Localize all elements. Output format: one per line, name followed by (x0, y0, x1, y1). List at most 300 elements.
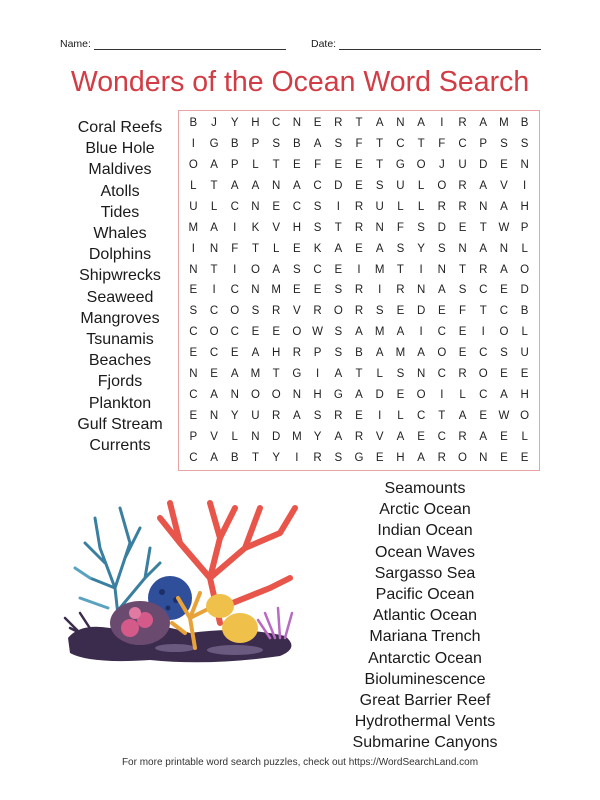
grid-cell[interactable]: P (189, 430, 198, 443)
grid-cell[interactable]: N (251, 200, 260, 213)
grid-cell[interactable]: O (230, 305, 240, 318)
grid-cell[interactable]: I (336, 200, 340, 213)
grid-cell[interactable]: H (313, 388, 322, 401)
grid-cell[interactable]: S (417, 221, 425, 234)
grid-cell[interactable]: I (481, 326, 485, 339)
grid-cell[interactable]: U (375, 200, 384, 213)
grid-cell[interactable]: A (210, 221, 218, 234)
grid-cell[interactable]: E (334, 159, 343, 172)
grid-cell[interactable]: A (334, 430, 343, 443)
grid-cell[interactable]: V (375, 430, 384, 443)
grid-cell[interactable]: N (189, 368, 198, 381)
grid-cell[interactable]: E (293, 242, 301, 255)
grid-cell[interactable]: A (375, 347, 384, 360)
grid-cell[interactable]: A (396, 326, 405, 339)
grid-cell[interactable]: O (458, 451, 467, 464)
grid-cell[interactable]: I (191, 138, 195, 151)
grid-cell[interactable]: W (498, 409, 510, 422)
grid-cell[interactable]: L (252, 159, 259, 172)
grid-cell[interactable]: S (437, 242, 446, 255)
grid-cell[interactable]: R (437, 451, 446, 464)
grid-cell[interactable]: O (437, 347, 447, 360)
grid-cell[interactable]: C (272, 117, 281, 130)
grid-cell[interactable]: C (458, 138, 467, 151)
grid-cell[interactable]: C (416, 409, 426, 422)
grid-cell[interactable]: M (250, 368, 261, 381)
grid-cell[interactable]: M (374, 263, 385, 276)
grid-cell[interactable]: D (334, 180, 343, 193)
grid-cell[interactable]: O (416, 159, 426, 172)
grid-cell[interactable]: R (354, 430, 364, 443)
grid-cell[interactable]: T (251, 451, 259, 464)
word-list-item: Whales (93, 225, 147, 243)
grid-cell[interactable]: T (479, 305, 487, 318)
page-title: Wonders of the Ocean Word Search (70, 66, 530, 98)
grid-cell[interactable]: T (334, 221, 342, 234)
grid-cell[interactable]: N (292, 388, 302, 401)
grid-cell[interactable]: U (458, 159, 467, 172)
grid-cell[interactable]: A (334, 242, 343, 255)
grid-cell[interactable]: E (458, 347, 467, 360)
grid-cell[interactable]: J (211, 117, 217, 130)
grid-cell[interactable]: T (210, 263, 218, 276)
date-field[interactable] (311, 38, 541, 50)
grid-cell[interactable]: R (458, 368, 467, 381)
grid-cell[interactable]: B (355, 347, 363, 360)
grid-cell[interactable]: A (479, 117, 488, 130)
grid-cell[interactable]: S (396, 242, 405, 255)
grid-cell[interactable]: F (231, 242, 239, 255)
grid-cell[interactable]: A (479, 180, 488, 193)
grid-cell[interactable]: E (355, 409, 363, 422)
grid-cell[interactable]: S (334, 138, 343, 151)
grid-cell[interactable]: R (396, 284, 405, 297)
grid-cell[interactable]: P (313, 347, 322, 360)
grid-cell[interactable]: E (458, 221, 467, 234)
grid-cell[interactable]: E (355, 242, 363, 255)
grid-cell[interactable]: V (500, 180, 508, 193)
grid-cell[interactable]: E (500, 284, 508, 297)
grid-cell[interactable]: S (272, 138, 280, 151)
grid-cell[interactable]: E (189, 284, 198, 297)
grid-cell[interactable]: O (250, 263, 260, 276)
grid-cell[interactable]: S (313, 409, 322, 422)
grid-cell[interactable]: E (500, 451, 508, 464)
grid-cell[interactable]: A (230, 180, 239, 193)
grid-cell[interactable]: M (499, 117, 509, 130)
grid-cell[interactable]: A (210, 388, 218, 401)
grid-cell[interactable]: H (396, 451, 405, 464)
word-list-item: Sargasso Sea (374, 564, 476, 582)
grid-cell[interactable]: A (417, 347, 425, 360)
grid-cell[interactable]: N (375, 221, 384, 234)
grid-cell[interactable]: R (292, 347, 302, 360)
grid-cell[interactable]: E (396, 305, 405, 318)
grid-cell[interactable]: A (375, 117, 384, 130)
grid-cell[interactable]: W (312, 326, 324, 339)
grid-cell[interactable]: I (315, 368, 320, 381)
grid-cell[interactable]: A (210, 451, 218, 464)
grid-cell[interactable]: E (313, 117, 322, 130)
grid-cell[interactable]: H (520, 200, 529, 213)
grid-cell[interactable]: E (293, 284, 301, 297)
grid-cell[interactable]: N (458, 242, 467, 255)
grid-cell[interactable]: L (272, 242, 280, 255)
grid-cell[interactable]: A (479, 242, 488, 255)
grid-cell[interactable]: S (375, 180, 384, 193)
grid-cell[interactable]: E (230, 347, 239, 360)
grid-cell[interactable]: L (376, 368, 383, 381)
grid-cell[interactable]: S (375, 305, 384, 318)
grid-cell[interactable]: U (396, 180, 405, 193)
grid-cell[interactable]: H (272, 347, 281, 360)
grid-cell[interactable]: R (334, 409, 343, 422)
grid-cell[interactable]: O (188, 159, 198, 172)
grid-cell[interactable]: C (437, 430, 446, 443)
grid-cell[interactable]: E (417, 430, 425, 443)
grid-cell[interactable]: R (313, 451, 322, 464)
grid-cell[interactable]: I (440, 117, 444, 130)
grid-cell[interactable]: F (314, 159, 322, 172)
grid-cell[interactable]: C (313, 263, 322, 276)
grid-cell[interactable]: O (271, 388, 281, 401)
grid-cell[interactable]: I (357, 263, 361, 276)
grid-cell[interactable]: L (190, 180, 197, 193)
grid-cell[interactable]: M (188, 221, 199, 234)
grid-cell[interactable]: M (292, 430, 302, 443)
grid-cell[interactable]: S (458, 284, 467, 297)
grid-cell[interactable]: I (419, 263, 423, 276)
grid-cell[interactable]: P (251, 138, 260, 151)
grid-cell[interactable]: E (437, 305, 446, 318)
grid-cell[interactable]: L (521, 430, 528, 443)
grid-cell[interactable]: C (479, 347, 488, 360)
grid-cell[interactable]: L (397, 409, 404, 422)
grid-cell[interactable]: N (292, 117, 302, 130)
grid-cell[interactable]: C (209, 305, 219, 318)
word-list-item: Fjords (97, 373, 143, 391)
grid-cell[interactable]: C (313, 180, 322, 193)
grid-cell[interactable]: R (334, 117, 343, 130)
grid-cell[interactable]: Y (313, 430, 322, 443)
grid-cell[interactable]: E (293, 159, 301, 172)
grid-cell[interactable]: U (520, 347, 529, 360)
grid-cell[interactable]: R (479, 263, 488, 276)
grid-cell[interactable]: O (250, 388, 260, 401)
grid-cell[interactable]: U (251, 409, 260, 422)
grid-cell[interactable]: R (458, 200, 467, 213)
grid-cell[interactable]: V (210, 430, 218, 443)
grid-cell[interactable]: L (397, 200, 404, 213)
grid-cell[interactable]: A (334, 368, 343, 381)
grid-cell[interactable]: D (272, 430, 281, 443)
grid-cell[interactable]: D (437, 221, 446, 234)
grid-cell[interactable]: F (355, 138, 363, 151)
grid-cell[interactable]: N (189, 263, 198, 276)
grid-cell[interactable]: E (458, 326, 467, 339)
grid-cell[interactable]: O (520, 409, 530, 422)
grid-cell[interactable]: C (437, 368, 446, 381)
grid-cell[interactable]: E (313, 284, 322, 297)
grid-cell[interactable]: O (292, 326, 302, 339)
grid-cell[interactable]: R (437, 200, 446, 213)
grid-cell[interactable]: V (272, 221, 280, 234)
grid-cell[interactable]: O (209, 326, 219, 339)
grid-cell[interactable]: H (251, 117, 260, 130)
grid-cell[interactable]: A (230, 368, 239, 381)
grid-cell[interactable]: H (292, 221, 302, 234)
grid-cell[interactable]: S (334, 284, 343, 297)
grid-cell[interactable]: C (437, 326, 446, 339)
grid-cell[interactable]: S (313, 200, 322, 213)
grid-cell[interactable]: S (293, 263, 301, 276)
grid-cell[interactable]: E (500, 368, 508, 381)
grid-cell[interactable]: S (396, 368, 405, 381)
grid-cell[interactable]: N (251, 430, 260, 443)
grid-cell[interactable]: R (272, 305, 281, 318)
grid-cell[interactable]: I (233, 263, 237, 276)
grid-cell[interactable]: R (354, 284, 364, 297)
grid-cell[interactable]: F (438, 138, 446, 151)
grid-cell[interactable]: A (210, 159, 218, 172)
grid-cell[interactable]: A (479, 430, 488, 443)
grid-cell[interactable]: B (293, 138, 301, 151)
grid-cell[interactable]: R (354, 305, 364, 318)
grid-cell[interactable]: E (375, 451, 384, 464)
grid-cell[interactable]: E (210, 368, 218, 381)
grid-cell[interactable]: D (479, 159, 488, 172)
grid-cell[interactable]: C (292, 200, 302, 213)
grid-cell[interactable]: N (437, 263, 446, 276)
grid-cell[interactable]: U (189, 200, 198, 213)
grid-cell[interactable]: W (498, 221, 510, 234)
grid-cell[interactable]: I (212, 284, 216, 297)
grid-cell[interactable]: I (233, 221, 237, 234)
grid-cell[interactable]: Y (230, 117, 239, 130)
grid-cell[interactable]: L (521, 326, 528, 339)
grid-cell[interactable]: T (459, 263, 467, 276)
grid-cell[interactable]: T (479, 221, 487, 234)
grid-cell[interactable]: I (440, 388, 444, 401)
word-list-item: Plankton (88, 394, 152, 412)
grid-cell[interactable]: R (272, 409, 281, 422)
grid-cell[interactable]: S (313, 221, 322, 234)
grid-cell[interactable]: E (251, 326, 260, 339)
grid-cell[interactable]: E (355, 159, 363, 172)
grid-cell[interactable]: V (293, 305, 301, 318)
grid-cell[interactable]: C (230, 284, 239, 297)
grid-cell[interactable]: A (458, 409, 467, 422)
grid-cell[interactable]: S (251, 305, 260, 318)
grid-cell[interactable]: A (251, 180, 260, 193)
grid-cell[interactable]: K (313, 242, 322, 255)
grid-cell[interactable]: E (189, 409, 198, 422)
grid-cell[interactable]: E (272, 326, 280, 339)
grid-cell[interactable]: G (333, 388, 343, 401)
word-list-item: Maldives (88, 161, 152, 179)
grid-cell[interactable]: P (520, 221, 529, 234)
grid-cell[interactable]: N (251, 284, 260, 297)
grid-cell[interactable]: N (499, 242, 509, 255)
date-line[interactable] (339, 39, 541, 50)
grid-cell[interactable]: O (499, 326, 509, 339)
grid-cell[interactable]: E (479, 409, 488, 422)
grid-cell[interactable]: L (417, 180, 425, 193)
grid-cell[interactable]: E (520, 368, 529, 381)
grid-cell[interactable]: S (189, 305, 198, 318)
grid-cell[interactable]: J (438, 159, 445, 172)
grid-cell[interactable]: Y (272, 451, 280, 464)
grid-cell[interactable]: C (479, 388, 488, 401)
grid-cell[interactable]: B (230, 138, 239, 151)
grid-cell[interactable]: E (500, 159, 508, 172)
grid-cell[interactable]: R (354, 200, 364, 213)
grid-cell[interactable]: S (334, 347, 343, 360)
grid-cell[interactable]: N (230, 388, 239, 401)
grid-cell[interactable]: D (520, 284, 529, 297)
grid-cell[interactable]: P (479, 138, 488, 151)
grid-cell[interactable]: T (355, 368, 363, 381)
grid-cell[interactable]: T (417, 138, 425, 151)
grid-cell[interactable]: I (295, 451, 299, 464)
grid-cell[interactable]: K (251, 221, 260, 234)
grid-cell[interactable]: A (437, 284, 446, 297)
grid-cell[interactable]: O (520, 263, 530, 276)
grid-cell[interactable]: A (500, 388, 508, 401)
grid-cell[interactable]: O (333, 305, 343, 318)
grid-cell[interactable]: T (210, 180, 218, 193)
grid-cell[interactable]: N (520, 159, 529, 172)
grid-cell[interactable]: C (189, 326, 198, 339)
grid-cell[interactable]: E (189, 347, 198, 360)
grid-cell[interactable]: S (500, 347, 508, 360)
grid-cell[interactable]: M (271, 284, 281, 297)
grid-cell[interactable]: I (378, 409, 382, 422)
grid-cell[interactable]: T (272, 368, 280, 381)
grid-cell[interactable]: A (355, 326, 363, 339)
grid-cell[interactable]: G (209, 138, 219, 151)
grid-cell[interactable]: E (396, 388, 405, 401)
name-field[interactable] (60, 38, 286, 50)
grid-cell[interactable]: T (396, 263, 404, 276)
grid-cell[interactable]: B (520, 117, 529, 130)
grid-cell[interactable]: I (419, 326, 423, 339)
grid-cell[interactable]: C (230, 326, 239, 339)
grid-cell[interactable]: C (499, 305, 509, 318)
grid-cell[interactable]: L (521, 242, 528, 255)
grid-cell[interactable]: L (417, 200, 425, 213)
grid-cell[interactable]: N (479, 200, 488, 213)
grid-cell[interactable]: T (438, 409, 446, 422)
grid-cell[interactable]: A (272, 263, 280, 276)
grid-cell[interactable]: T (251, 242, 259, 255)
grid-cell[interactable]: B (520, 305, 529, 318)
grid-cell[interactable]: A (500, 263, 508, 276)
grid-cell[interactable]: A (313, 138, 322, 151)
grid-cell[interactable]: I (523, 180, 527, 193)
grid-cell[interactable]: C (396, 138, 405, 151)
grid-cell[interactable]: C (479, 284, 488, 297)
grid-cell[interactable]: Y (417, 242, 425, 255)
grid-cell[interactable]: S (520, 138, 529, 151)
grid-cell[interactable]: T (376, 159, 384, 172)
grid-cell[interactable]: H (520, 388, 529, 401)
grid-cell[interactable]: I (191, 242, 195, 255)
grid-cell[interactable]: C (230, 200, 239, 213)
grid-cell[interactable]: N (416, 284, 426, 297)
grid-cell[interactable]: C (209, 347, 219, 360)
grid-cell[interactable]: D (416, 305, 426, 318)
grid-cell[interactable]: N (209, 242, 219, 255)
grid-cell[interactable]: S (334, 326, 343, 339)
grid-cell[interactable]: N (479, 451, 488, 464)
grid-cell[interactable]: E (355, 180, 363, 193)
grid-cell[interactable]: C (189, 451, 198, 464)
grid-cell[interactable]: A (500, 200, 508, 213)
grid-cell[interactable]: D (375, 388, 384, 401)
grid-cell[interactable]: R (458, 430, 467, 443)
grid-cell[interactable]: E (272, 200, 280, 213)
grid-cell[interactable]: E (334, 263, 343, 276)
grid-cell[interactable]: F (396, 221, 404, 234)
grid-cell[interactable]: G (395, 159, 405, 172)
grid-cell[interactable]: I (378, 284, 382, 297)
grid-cell[interactable]: B (230, 451, 239, 464)
grid-cell[interactable]: N (416, 368, 426, 381)
word-list-item: Beaches (88, 352, 152, 370)
grid-cell[interactable]: A (293, 180, 301, 193)
grid-cell[interactable]: S (334, 451, 343, 464)
grid-cell[interactable]: N (272, 180, 281, 193)
grid-cell[interactable]: L (459, 388, 466, 401)
grid-cell[interactable]: M (374, 326, 385, 339)
grid-cell[interactable]: P (230, 159, 239, 172)
grid-cell[interactable]: M (395, 347, 406, 360)
grid-cell[interactable]: N (209, 409, 219, 422)
grid-cell[interactable]: L (231, 430, 238, 443)
grid-cell[interactable]: L (210, 200, 218, 213)
grid-cell[interactable]: A (396, 430, 405, 443)
grid-cell[interactable]: T (355, 117, 363, 130)
grid-cell[interactable]: A (293, 409, 301, 422)
grid-cell[interactable]: A (417, 117, 425, 130)
grid-cell[interactable]: A (417, 451, 425, 464)
grid-cell[interactable]: G (292, 368, 302, 381)
grid-cell[interactable]: T (272, 159, 280, 172)
grid-cell[interactable]: Y (230, 409, 239, 422)
grid-cell[interactable]: R (313, 305, 322, 318)
grid-cell[interactable]: E (500, 430, 508, 443)
grid-cell[interactable]: A (355, 388, 363, 401)
grid-cell[interactable]: A (251, 347, 260, 360)
grid-cell[interactable]: B (189, 117, 198, 130)
grid-cell[interactable]: G (354, 451, 364, 464)
grid-cell[interactable]: R (458, 117, 467, 130)
grid-cell[interactable]: A (375, 242, 384, 255)
grid-cell[interactable]: O (478, 368, 488, 381)
grid-cell[interactable]: E (520, 451, 529, 464)
grid-cell[interactable]: F (459, 305, 467, 318)
name-line[interactable] (94, 39, 286, 50)
grid-cell[interactable]: O (416, 388, 426, 401)
grid-cell[interactable]: N (396, 117, 405, 130)
grid-cell[interactable]: S (500, 138, 508, 151)
grid-cell[interactable]: T (376, 138, 384, 151)
grid-cell[interactable]: O (437, 180, 447, 193)
grid-cell[interactable]: C (189, 388, 198, 401)
grid-cell[interactable]: R (354, 221, 364, 234)
grid-cell[interactable]: R (458, 180, 467, 193)
